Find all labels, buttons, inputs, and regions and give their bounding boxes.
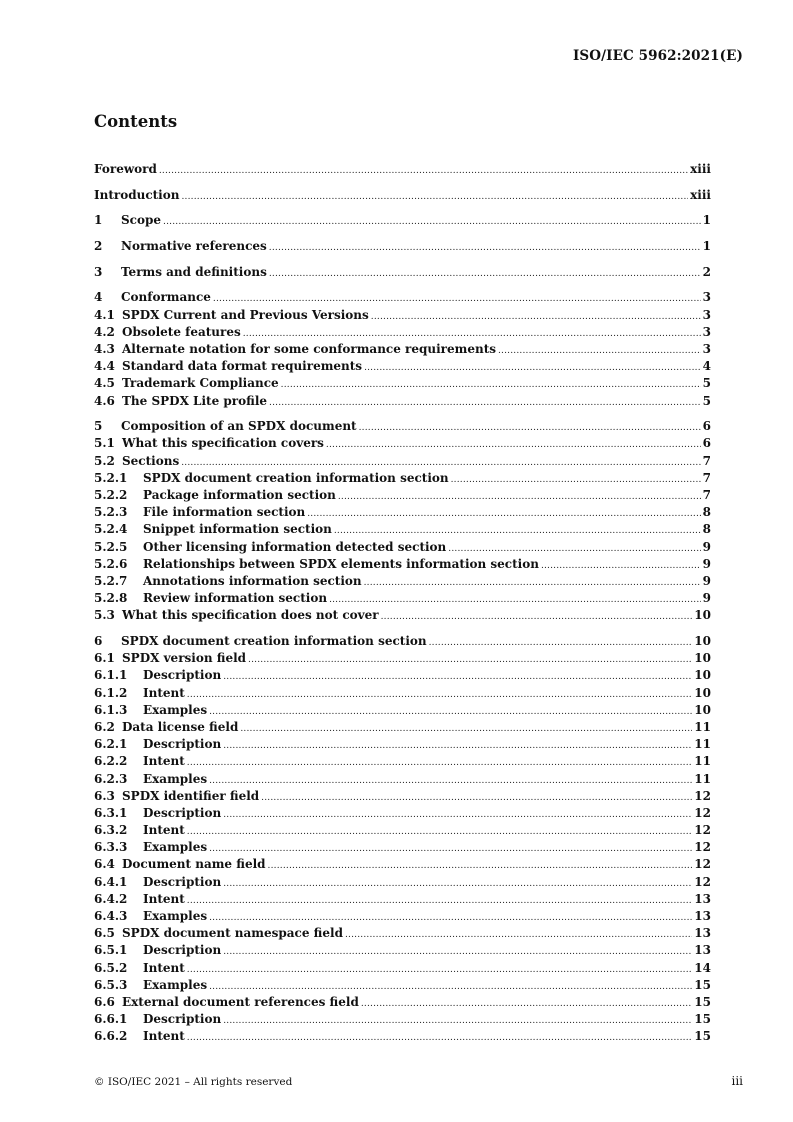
toc-entry-title: Data license field (122, 719, 239, 734)
toc-entry-title: What this specification covers (122, 436, 324, 451)
toc-entry[interactable] (94, 874, 711, 891)
toc-dot-leader (269, 395, 701, 412)
toc-entry[interactable] (94, 942, 711, 959)
toc-entry-title: SPDX identifier field (122, 788, 260, 803)
toc-dot-leader (261, 790, 692, 807)
toc-entry-page: 13 (694, 926, 711, 941)
toc-entry-number: 6.3.2 (94, 823, 128, 838)
toc-entry-number: 6.4.1 (94, 874, 128, 889)
toc-entry-title: Description (143, 668, 222, 683)
toc-entry-page: 12 (694, 788, 711, 803)
toc-entry-page: 12 (694, 874, 711, 889)
toc-entry-number: 5.2.5 (94, 539, 128, 554)
toc-entry-page: 12 (694, 857, 711, 872)
table-of-contents (94, 161, 711, 1046)
toc-entry-title: SPDX version field (122, 651, 247, 666)
toc-dot-leader (541, 558, 701, 575)
toc-entry-number: 6.1.3 (94, 702, 128, 717)
toc-dot-leader (269, 266, 701, 283)
toc-entry[interactable] (94, 994, 711, 1011)
toc-entry[interactable] (94, 633, 711, 650)
toc-entry-page: 10 (694, 651, 711, 666)
toc-dot-leader (361, 996, 692, 1013)
toc-entry-number: 4.4 (94, 359, 115, 374)
toc-entry[interactable] (94, 1011, 711, 1028)
toc-entry-page: 1 (702, 213, 711, 228)
toc-entry-number: 6.3.1 (94, 805, 128, 820)
toc-entry-number: 6.4.2 (94, 891, 128, 906)
toc-dot-leader (429, 635, 693, 652)
toc-entry-title: Introduction (94, 187, 180, 202)
toc-entry-page: 13 (694, 943, 711, 958)
document-id-header: ISO/IEC 5962:2021(E) (573, 48, 743, 64)
toc-entry[interactable] (94, 719, 711, 736)
toc-entry-number: 6.4 (94, 857, 115, 872)
toc-dot-leader (223, 876, 692, 893)
toc-entry-number: 4.1 (94, 307, 115, 322)
toc-dot-leader (223, 807, 692, 824)
toc-dot-leader (371, 309, 701, 326)
toc-entry-number: 5.2.6 (94, 556, 128, 571)
toc-dot-leader (187, 824, 693, 841)
toc-entry-number: 2 (94, 239, 103, 254)
toc-entry-number: 5.1 (94, 436, 115, 451)
toc-entry-title: Description (143, 874, 222, 889)
toc-entry[interactable] (94, 556, 711, 573)
toc-entry-page: 12 (694, 823, 711, 838)
toc-entry-page: 5 (702, 376, 711, 391)
toc-entry-title: SPDX document creation information section (121, 634, 427, 648)
toc-entry-title: Normative references (121, 239, 267, 254)
toc-entry[interactable] (94, 977, 711, 994)
toc-entry-title: Trademark Compliance (122, 376, 279, 391)
toc-entry[interactable] (94, 358, 711, 375)
toc-entry[interactable] (94, 607, 711, 624)
toc-dot-leader (209, 841, 692, 858)
toc-entry-title: Intent (143, 960, 185, 975)
toc-entry-page: 3 (702, 307, 711, 322)
toc-entry[interactable] (94, 891, 711, 908)
toc-entry-number: 4.5 (94, 376, 115, 391)
toc-entry[interactable] (94, 736, 711, 753)
toc-entry-page: 9 (702, 556, 711, 571)
toc-entry[interactable] (94, 453, 711, 470)
toc-dot-leader (209, 773, 692, 790)
toc-dot-leader (364, 575, 701, 592)
toc-entry[interactable] (94, 960, 711, 977)
toc-dot-leader (268, 858, 693, 875)
toc-entry-page: 15 (694, 994, 711, 1009)
toc-entry[interactable] (94, 925, 711, 942)
toc-entry-page: 13 (694, 891, 711, 906)
toc-entry-title: Other licensing information detected section (143, 539, 447, 554)
toc-entry-number: 6.5 (94, 926, 115, 941)
toc-entry-title: Foreword (94, 162, 157, 176)
toc-dot-leader (187, 755, 693, 772)
toc-entry-number: 5.2.3 (94, 505, 128, 520)
toc-entry-page: 7 (702, 488, 711, 502)
toc-entry-number: 5.2 (94, 453, 115, 468)
toc-entry-title: Obsolete features (122, 324, 241, 339)
toc-entry-number: 6.1.2 (94, 685, 128, 700)
toc-entry-number: 4 (94, 290, 103, 305)
toc-entry-page: 12 (694, 805, 711, 820)
toc-entry-title: Document name field (122, 857, 266, 872)
toc-entry-title: Composition of an SPDX document (121, 419, 357, 434)
toc-entry-title: Description (143, 1012, 222, 1027)
toc-dot-leader (223, 738, 692, 755)
toc-entry-page: 14 (694, 960, 711, 975)
toc-dot-leader (281, 377, 701, 394)
toc-entry[interactable] (94, 667, 711, 684)
toc-entry-page: 6 (702, 436, 711, 451)
toc-entry-number: 5.2.2 (94, 488, 128, 502)
toc-dot-leader (498, 343, 701, 360)
toc-entry-title: File information section (143, 505, 306, 520)
toc-dot-leader (269, 240, 701, 257)
toc-entry-number: 6.5.2 (94, 960, 128, 975)
toc-entry-page: 15 (694, 977, 711, 992)
toc-entry[interactable] (94, 161, 711, 178)
toc-entry[interactable] (94, 504, 711, 521)
toc-dot-leader (187, 962, 693, 979)
toc-entry-page: 1 (702, 239, 711, 254)
toc-entry-title: Package information section (143, 488, 336, 502)
toc-entry[interactable] (94, 238, 711, 255)
toc-entry-title: Relationships between SPDX elements information section (143, 556, 539, 571)
toc-dot-leader (326, 437, 701, 454)
toc-entry[interactable] (94, 307, 711, 324)
toc-entry-number: 6.6 (94, 994, 115, 1009)
contents-title: Contents (94, 112, 178, 131)
toc-entry[interactable] (94, 650, 711, 667)
toc-entry-number: 6.1.1 (94, 668, 128, 683)
toc-entry-title: Intent (143, 891, 185, 906)
toc-entry[interactable] (94, 788, 711, 805)
toc-entry-title: External document references field (122, 994, 359, 1009)
toc-dot-leader (329, 592, 701, 609)
toc-entry-number: 6.2.3 (94, 771, 128, 786)
toc-entry[interactable] (94, 324, 711, 341)
toc-entry-title: Examples (143, 840, 208, 855)
toc-entry-title: Intent (143, 754, 185, 769)
toc-entry-title: Examples (143, 909, 208, 923)
toc-entry[interactable] (94, 839, 711, 856)
toc-entry-page: 8 (702, 505, 711, 520)
toc-dot-leader (248, 652, 692, 669)
toc-entry[interactable] (94, 590, 711, 607)
toc-entry-page: 2 (702, 264, 711, 279)
toc-entry[interactable] (94, 822, 711, 839)
toc-entry-title: Intent (143, 685, 185, 700)
toc-entry-number: 5 (94, 419, 103, 434)
toc-entry-title: Terms and definitions (121, 264, 267, 279)
toc-entry-page: 11 (694, 719, 711, 734)
toc-entry-title: What this specification does not cover (122, 608, 379, 623)
toc-entry-page: xiii (690, 187, 711, 202)
toc-entry-number: 6 (94, 634, 103, 648)
toc-dot-leader (338, 489, 701, 506)
toc-entry[interactable] (94, 1028, 711, 1045)
toc-entry-page: 7 (702, 453, 711, 468)
toc-entry-title: Snippet information section (143, 522, 332, 537)
toc-entry[interactable] (94, 393, 711, 410)
toc-entry-number: 6.5.1 (94, 943, 128, 958)
toc-entry-page: 6 (702, 419, 711, 434)
toc-entry-number: 6.4.3 (94, 909, 128, 923)
toc-entry[interactable] (94, 375, 711, 392)
toc-entry-title: Examples (143, 702, 208, 717)
toc-entry[interactable] (94, 212, 711, 229)
toc-entry-page: 3 (702, 342, 711, 356)
toc-entry-page: 10 (694, 668, 711, 683)
toc-dot-leader (187, 1030, 693, 1047)
toc-dot-leader (159, 163, 688, 180)
toc-entry[interactable] (94, 470, 711, 487)
toc-entry-title: Description (143, 737, 222, 752)
toc-entry-number: 3 (94, 264, 103, 279)
toc-entry-number: 6.5.3 (94, 977, 128, 992)
toc-entry[interactable] (94, 573, 711, 590)
toc-entry-page: 9 (702, 539, 711, 554)
toc-entry-number: 5.3 (94, 608, 115, 623)
toc-entry-title: Sections (122, 453, 180, 468)
toc-entry-number: 6.1 (94, 651, 115, 666)
toc-entry-title: SPDX Current and Previous Versions (122, 307, 369, 322)
toc-entry-page: 8 (702, 522, 711, 537)
toc-entry-number: 5.2.8 (94, 591, 128, 606)
toc-entry-page: xiii (690, 162, 711, 176)
toc-dot-leader (381, 609, 693, 626)
toc-entry[interactable] (94, 289, 711, 306)
toc-entry[interactable] (94, 805, 711, 822)
toc-entry[interactable] (94, 187, 711, 204)
toc-dot-leader (223, 944, 692, 961)
toc-dot-leader (359, 420, 701, 437)
toc-entry-number: 1 (94, 213, 103, 228)
toc-entry[interactable] (94, 771, 711, 788)
toc-entry-number: 4.6 (94, 393, 115, 408)
toc-dot-leader (223, 1013, 692, 1030)
toc-entry-number: 6.6.1 (94, 1012, 128, 1027)
page-number: iii (731, 1074, 743, 1088)
toc-entry-number: 4.2 (94, 324, 115, 339)
toc-entry-title: Description (143, 805, 222, 820)
toc-entry-page: 11 (694, 771, 711, 786)
toc-entry-number: 4.3 (94, 342, 115, 356)
toc-entry-page: 10 (694, 702, 711, 717)
toc-entry[interactable] (94, 341, 711, 358)
toc-dot-leader (163, 214, 701, 231)
toc-entry-number: 5.2.1 (94, 470, 128, 485)
toc-entry-title: Conformance (121, 290, 211, 305)
toc-dot-leader (451, 472, 701, 489)
toc-entry-title: Standard data format requirements (122, 359, 363, 374)
copyright-footer: © ISO/IEC 2021 – All rights reserved (94, 1076, 293, 1088)
toc-entry-number: 6.6.2 (94, 1029, 128, 1044)
toc-entry-title: Alternate notation for some conformance requirements (122, 342, 496, 356)
toc-dot-leader (187, 893, 693, 910)
toc-dot-leader (307, 506, 700, 523)
toc-entry-page: 9 (702, 573, 711, 588)
toc-entry[interactable] (94, 521, 711, 538)
toc-entry-number: 6.2.2 (94, 754, 128, 769)
toc-entry-page: 12 (694, 840, 711, 855)
toc-entry[interactable] (94, 685, 711, 702)
toc-entry-title: The SPDX Lite profile (122, 393, 268, 408)
toc-entry-title: SPDX document namespace field (122, 926, 343, 941)
toc-entry-title: Review information section (143, 591, 328, 606)
toc-entry-page: 7 (702, 470, 711, 485)
toc-dot-leader (223, 669, 692, 686)
toc-dot-leader (181, 189, 688, 206)
toc-entry-number: 5.2.7 (94, 573, 128, 588)
toc-entry-title: Scope (121, 213, 162, 228)
toc-entry-title: Annotations information section (143, 573, 362, 588)
toc-entry[interactable] (94, 753, 711, 770)
toc-entry-number: 5.2.4 (94, 522, 128, 537)
toc-entry-title: Intent (143, 1029, 185, 1044)
toc-entry-page: 13 (694, 909, 711, 923)
toc-entry-title: Examples (143, 771, 208, 786)
toc-entry[interactable] (94, 856, 711, 873)
toc-entry[interactable] (94, 539, 711, 556)
toc-dot-leader (364, 360, 701, 377)
toc-entry-page: 3 (702, 324, 711, 339)
toc-entry-page: 4 (702, 359, 711, 374)
toc-entry[interactable] (94, 908, 711, 925)
toc-entry-page: 11 (694, 754, 711, 769)
toc-dot-leader (209, 704, 692, 721)
toc-entry-title: Description (143, 943, 222, 958)
toc-entry[interactable] (94, 435, 711, 452)
toc-entry-number: 6.2.1 (94, 737, 128, 752)
toc-entry-number: 6.3 (94, 788, 115, 803)
toc-entry-page: 3 (702, 290, 711, 305)
toc-entry-title: Examples (143, 977, 208, 992)
toc-entry-page: 10 (694, 634, 711, 648)
toc-entry-title: Intent (143, 823, 185, 838)
toc-entry[interactable] (94, 264, 711, 281)
toc-dot-leader (240, 721, 692, 738)
toc-entry-page: 10 (694, 608, 711, 623)
toc-entry-page: 15 (694, 1012, 711, 1027)
toc-entry-page: 5 (702, 393, 711, 408)
toc-entry[interactable] (94, 487, 711, 504)
toc-entry-number: 6.3.3 (94, 840, 128, 855)
toc-entry[interactable] (94, 418, 711, 435)
toc-entry-page: 15 (694, 1029, 711, 1044)
toc-dot-leader (187, 687, 693, 704)
toc-entry-page: 11 (694, 737, 711, 752)
toc-entry-title: SPDX document creation information section (143, 470, 449, 485)
toc-dot-leader (345, 927, 692, 944)
toc-entry-page: 9 (702, 591, 711, 606)
toc-entry-page: 10 (694, 685, 711, 700)
toc-entry-number: 6.2 (94, 719, 115, 734)
toc-entry[interactable] (94, 702, 711, 719)
